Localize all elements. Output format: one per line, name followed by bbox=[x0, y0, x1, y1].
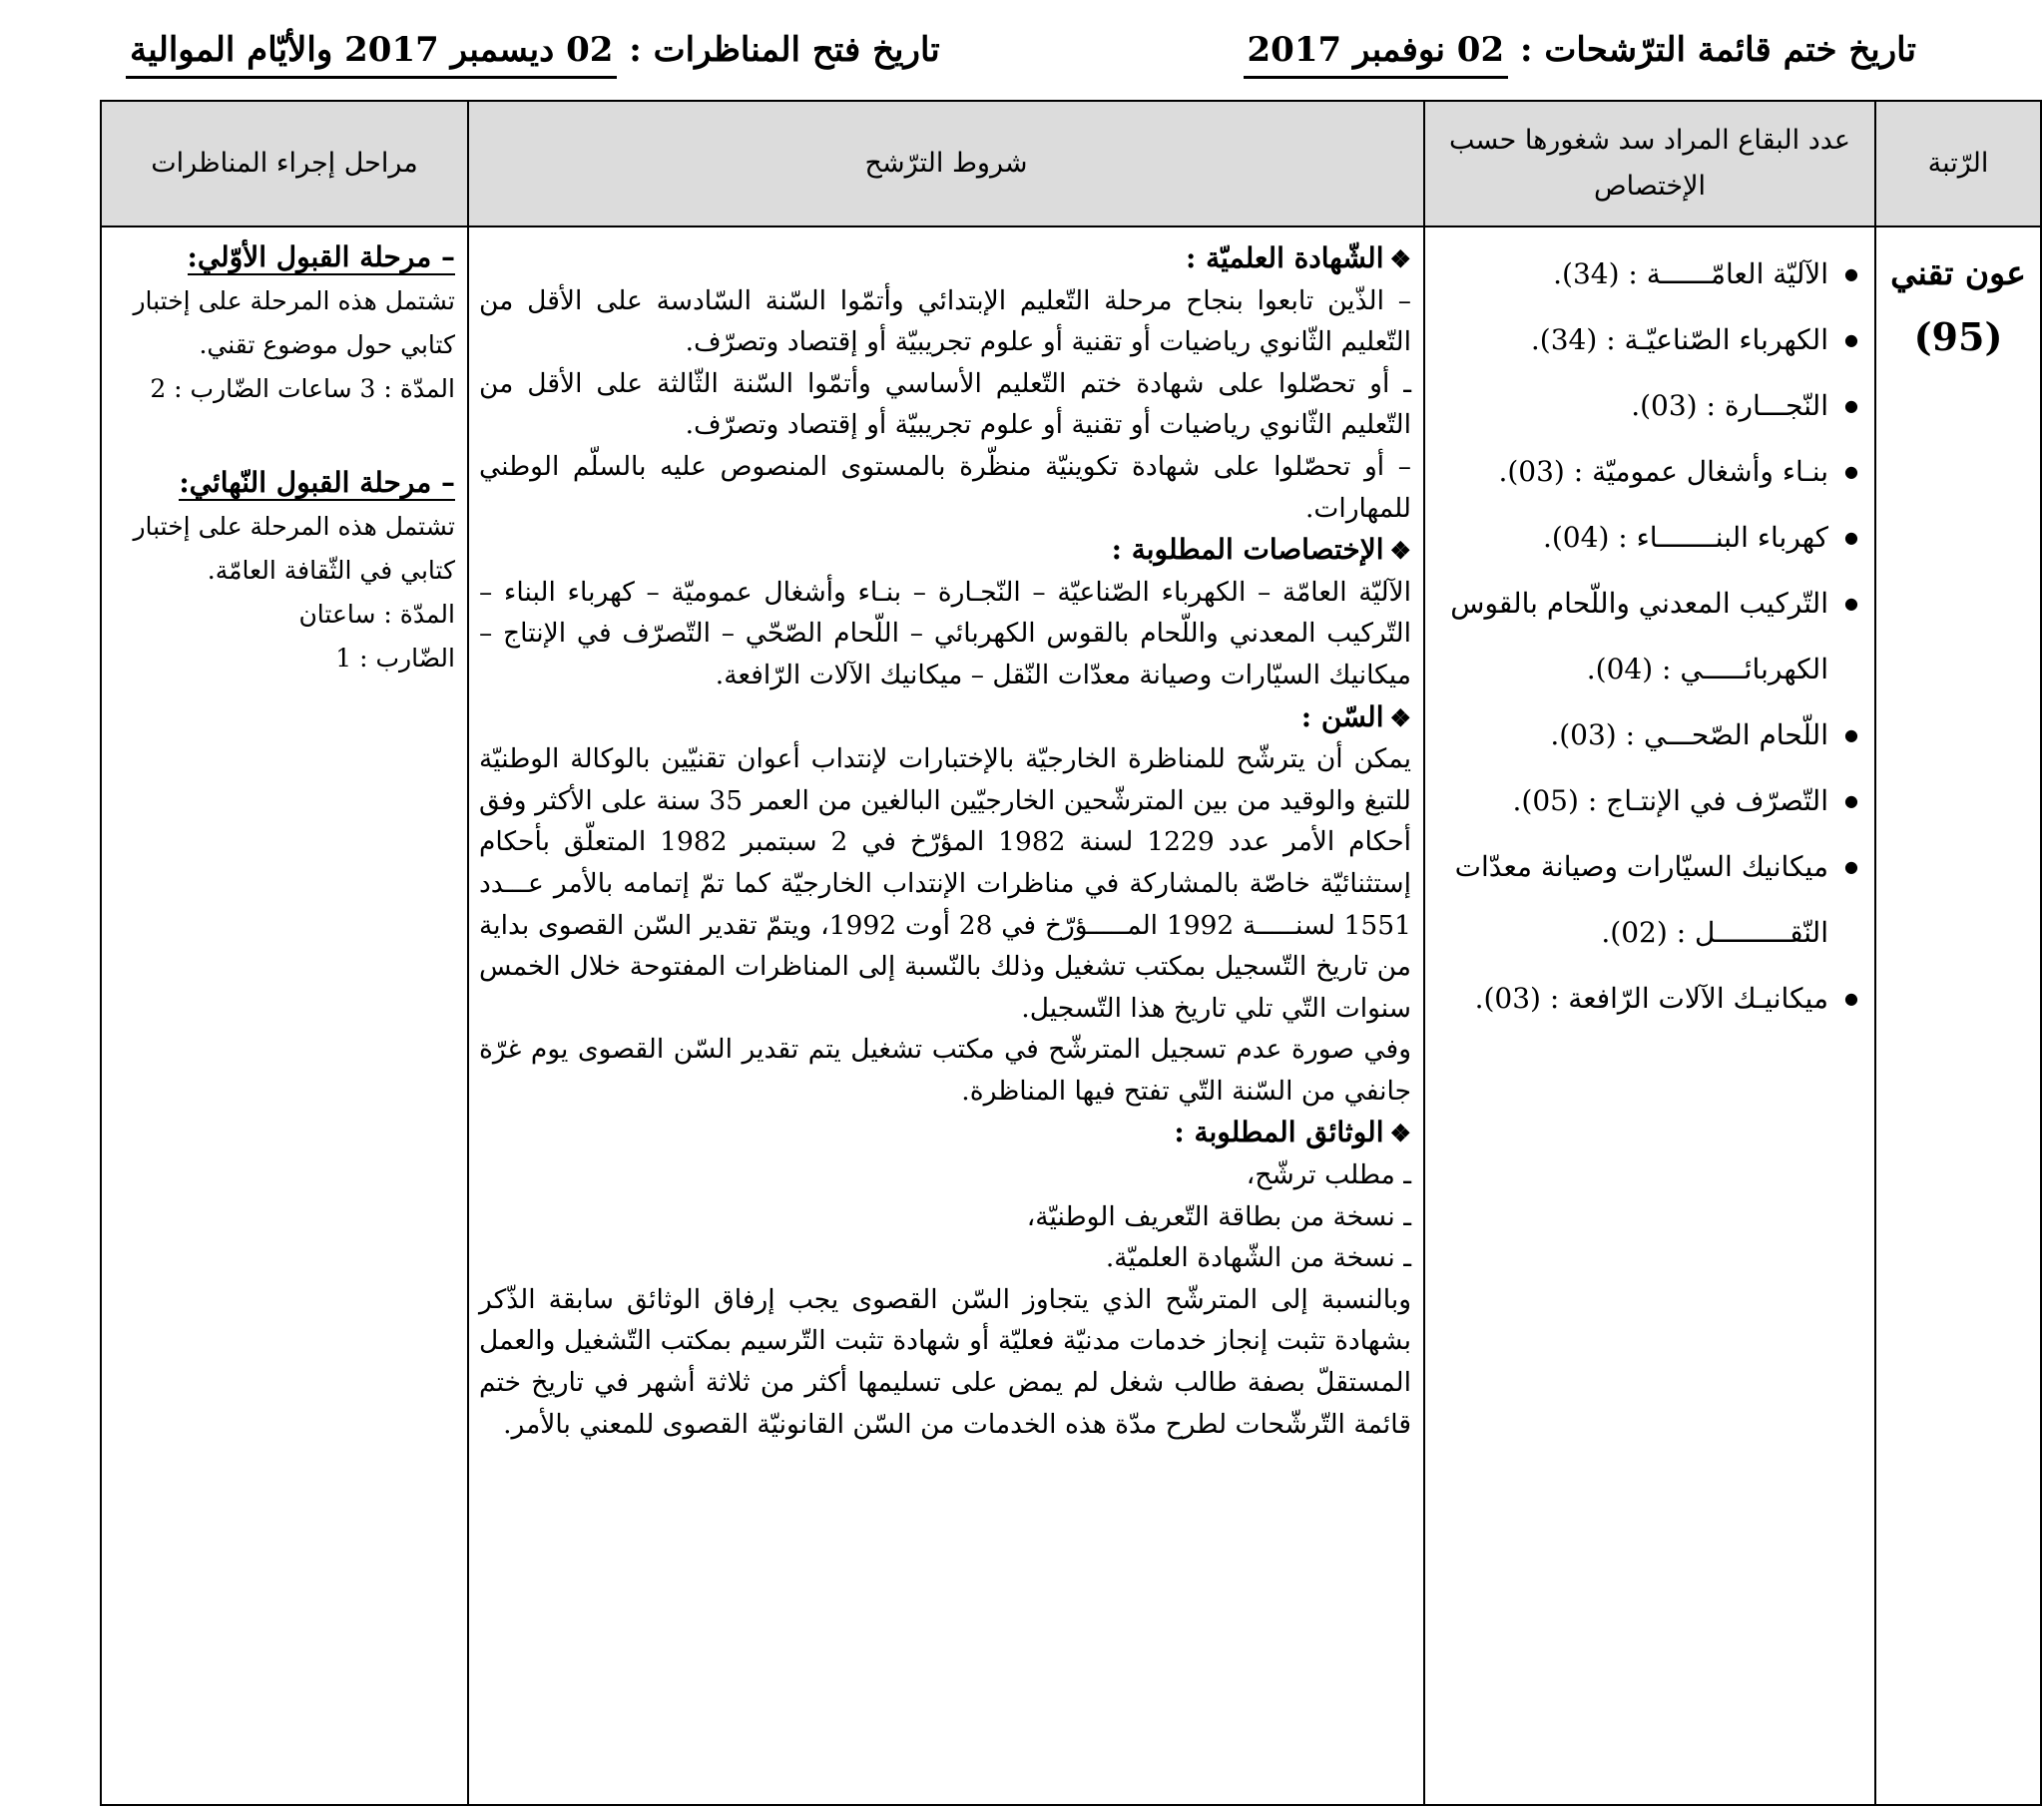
stage2-title: – مرحلة القبول النّهائي: bbox=[179, 466, 455, 499]
specialties-text: الآليّة العامّة – الكهرباء الصّناعيّة – النّجـارة – بنـاء وأشغال عموميّة – كهرباء البناء – التّركيب المعدني واللّحام بالقوس الكهربائي – اللّحام الصّحّي – التّصرّف في الإنتاج – ميكانيك السيّارات وصيانة معدّات النّقل – ميكانيك الآلات الرّافعة. bbox=[479, 576, 1411, 690]
specialties-heading bbox=[479, 529, 1411, 572]
list-item: ● ميكانيـك الآلات الرّافعة : (03). bbox=[1431, 966, 1858, 1032]
list-item: ● اللّحام الصّحـــي : (03). bbox=[1431, 702, 1858, 768]
stage2-duration: المدّة : ساعتان bbox=[298, 600, 455, 629]
stage1-description: تشتمل هذه المرحلة على إختبار كتابي حول موضوع تقني. bbox=[133, 286, 455, 359]
col-header-seats: عدد البقاع المراد سد شغورها حسب الإختصاص bbox=[1424, 101, 1875, 226]
conditions-cell bbox=[468, 226, 1424, 1805]
age-heading bbox=[479, 696, 1411, 739]
list-item: ● الآليّة العامّــــــة : (34). bbox=[1431, 241, 1858, 307]
close-date-label: تاريخ ختم قائمة الترّشحات : bbox=[1519, 30, 1916, 70]
rank-count: (95) bbox=[1913, 314, 2003, 359]
recruitment-table bbox=[100, 100, 2042, 1806]
stages-cell bbox=[101, 226, 468, 1805]
document-item: ـ نسخة من الشّهادة العلميّة. bbox=[1105, 1242, 1411, 1274]
documents-heading bbox=[479, 1112, 1411, 1154]
stage2-description: تشتمل هذه المرحلة على إختبار كتابي في الثّقافة العامّة. bbox=[133, 512, 455, 585]
stage2-heading bbox=[112, 461, 455, 505]
list-item: ● التّصرّف في الإنتـاج : (05). bbox=[1431, 768, 1858, 834]
diploma-item: – أو تحصّلوا على شهادة تكوينيّة منظّرة بالمستوى المنصوص عليه بالسلّم الوطني للمهارات. bbox=[479, 450, 1411, 524]
open-date-label: تاريخ فتح المناظرات : bbox=[629, 30, 940, 70]
list-item: ● بنـاء وأشغال عموميّة : (03). bbox=[1431, 439, 1858, 505]
close-date-value: 02 نوفمبر 2017 bbox=[1244, 30, 1509, 79]
document-item: ـ مطلب ترشّح، bbox=[1246, 1159, 1411, 1191]
stage1-heading bbox=[112, 235, 455, 279]
diploma-item: ـ أو تحصّلوا على شهادة ختم التّعليم الأساسي وأتمّوا السّنة الثّالثة على الأقل من التّعليم الثّانوي رياضيات أو تقنية أو علوم تجريبيّة أو إقتصاد وتصرّف. bbox=[479, 367, 1411, 441]
age-title: السّن : bbox=[1300, 699, 1384, 733]
list-item: ● ميكانيك السيّارات وصيانة معدّات النّقـــــــــل : (02). bbox=[1431, 834, 1858, 966]
col-header-conditions: شروط الترّشح bbox=[468, 101, 1424, 226]
document-item: ـ نسخة من بطاقة التّعريف الوطنيّة، bbox=[1026, 1200, 1411, 1232]
list-item: ● الكهرباء الصّناعيّـة : (34). bbox=[1431, 307, 1858, 373]
age-text: وفي صورة عدم تسجيل المترشّح في مكتب تشغيل يتم تقدير السّن القصوى يوم غرّة جانفي من السّنة التّي تفتح فيها المناظرة. bbox=[479, 1034, 1411, 1107]
table-header-row bbox=[101, 101, 2041, 226]
list-item: ● النّجـــارة : (03). bbox=[1431, 373, 1858, 439]
open-date-value: 02 ديسمبر 2017 والأيّام الموالية bbox=[126, 30, 617, 79]
age-text: يمكن أن يترشّح للمناظرة الخارجيّة بالإختبارات لإنتداب أعوان تقنيّين بالوكالة الوطنيّة للتبغ والوقيد من بين المترشّحين الخارجيّين البالغين من العمر 35 سنة على الأكثر وفق أحكام الأمر عدد 1229 لسنة 1982 المؤرّخ في 2 سبتمبر 1982 المتعلّق بأحكام إستثنائيّة خاصّة بالمشاركة في مناظرات الإنتداب الخارجيّة كما تمّ إتمامه بالأمر عـــدد 1551 لسنـــــة 1992 المـــــؤرّخ في 28 أوت 1992، ويتمّ تقدير السّن القصوى بداية من تاريخ التّسجيل بمكتب تشغيل وذلك بالنّسبة إلى المناظرات المفتوحة خلال الخمس سنوات التّي تلي تاريخ هذا التّسجيل. bbox=[479, 743, 1411, 1024]
rank-cell bbox=[1875, 226, 2041, 1805]
exam-open-date bbox=[126, 30, 940, 70]
col-header-rank: الرّتبة bbox=[1875, 101, 2041, 226]
diamond-bullet-icon: ❖ bbox=[1389, 702, 1411, 732]
diamond-bullet-icon: ❖ bbox=[1389, 1119, 1411, 1148]
stage1-duration: المدّة : 3 ساعات الضّارب : 2 bbox=[150, 374, 455, 403]
specialties-title: الإختصاصات المطلوبة : bbox=[1111, 533, 1384, 567]
documents-note: وبالنسبة إلى المترشّح الذي يتجاوز السّن القصوى يجب إرفاق الوثائق سابقة الذّكر بشهادة تثبت إنجاز خدمات مدنيّة فعليّة أو شهادة تثبت التّرسيم بمكتب التّشغيل والعمل المستقلّ بصفة طالب شغل لم يمض على تسليمها أكثر من ثلاثة أشهر في تاريخ ختم قائمة التّرشّحات لطرح مدّة هذه الخدمات من السّن القانونيّة القصوى للمعني بالأمر. bbox=[479, 1283, 1411, 1440]
stage2-coefficient: الضّارب : 1 bbox=[335, 644, 455, 673]
documents-title: الوثائق المطلوبة : bbox=[1174, 1116, 1384, 1149]
diploma-title: الشّهادة العلميّة : bbox=[1186, 241, 1384, 274]
stage1-title: – مرحلة القبول الأوّلي: bbox=[187, 240, 455, 273]
diamond-bullet-icon: ❖ bbox=[1389, 536, 1411, 566]
diploma-item: – الذّين تابعوا بنجاح مرحلة التّعليم الإبتدائي وأتمّوا السّنة السّادسة على الأقل من التّعليم الثّانوي رياضيات أو تقنية أو علوم تجريبيّة أو إقتصاد وتصرّف. bbox=[479, 284, 1411, 358]
list-item: ● التّركيب المعدني واللّحام بالقوس الكهربائـــــي : (04). bbox=[1431, 571, 1858, 702]
seats-cell bbox=[1424, 226, 1875, 1805]
table-row bbox=[101, 226, 2041, 1805]
col-header-stages: مراحل إجراء المناظرات bbox=[101, 101, 468, 226]
diamond-bullet-icon: ❖ bbox=[1389, 244, 1411, 273]
rank-title: عون تقني bbox=[1890, 253, 2026, 292]
diploma-heading bbox=[479, 237, 1411, 280]
candidacy-close-date bbox=[1244, 30, 1917, 70]
list-item: ● كهرباء البنـــــــاء : (04). bbox=[1431, 505, 1858, 571]
seats-list bbox=[1425, 227, 1874, 1032]
